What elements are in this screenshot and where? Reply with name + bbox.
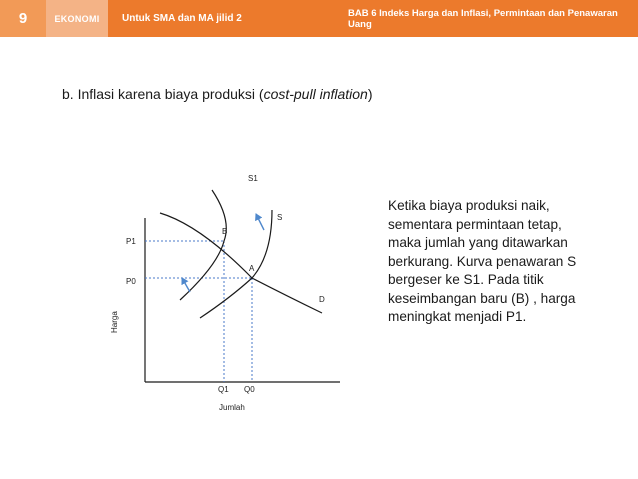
page-number: 9: [0, 0, 46, 37]
x-axis-label: Jumlah: [219, 403, 245, 412]
supply-curve-s: [200, 210, 272, 318]
label-s: S: [277, 213, 283, 222]
shift-arrow-upper: [256, 214, 264, 230]
chapter-title: BAB 6 Indeks Harga dan Inflasi, Permintaan dan Penawaran Uang: [348, 7, 618, 30]
shift-arrow-lower: [182, 278, 190, 292]
label-s1: S1: [248, 174, 258, 183]
label-q1: Q1: [218, 385, 229, 394]
y-axis-label: Harga: [110, 311, 119, 333]
label-point-a: A: [249, 264, 255, 273]
demand-curve: [160, 213, 322, 313]
book-title: Untuk SMA dan MA jilid 2: [122, 13, 242, 24]
heading-suffix: ): [367, 86, 373, 102]
subject-tab: EKONOMI: [46, 0, 108, 37]
label-point-b: B: [222, 227, 228, 236]
supply-curve-s1: [180, 190, 226, 300]
explanation-text: Ketika biaya produksi naik, sementara permintaan tetap, maka jumlah yang ditawarkan berkurang. Kurva penawaran S bergeser ke S1. Pada titik keseimbangan baru (B) , harga meningkat menjadi P1.: [388, 198, 577, 324]
label-q0: Q0: [244, 385, 255, 394]
heading-prefix: b. Inflasi karena biaya produksi (: [62, 86, 264, 102]
label-p0: P0: [126, 277, 136, 286]
label-d: D: [319, 295, 325, 304]
heading-italic: cost-pull inflation: [263, 86, 368, 102]
label-p1: P1: [126, 237, 136, 246]
